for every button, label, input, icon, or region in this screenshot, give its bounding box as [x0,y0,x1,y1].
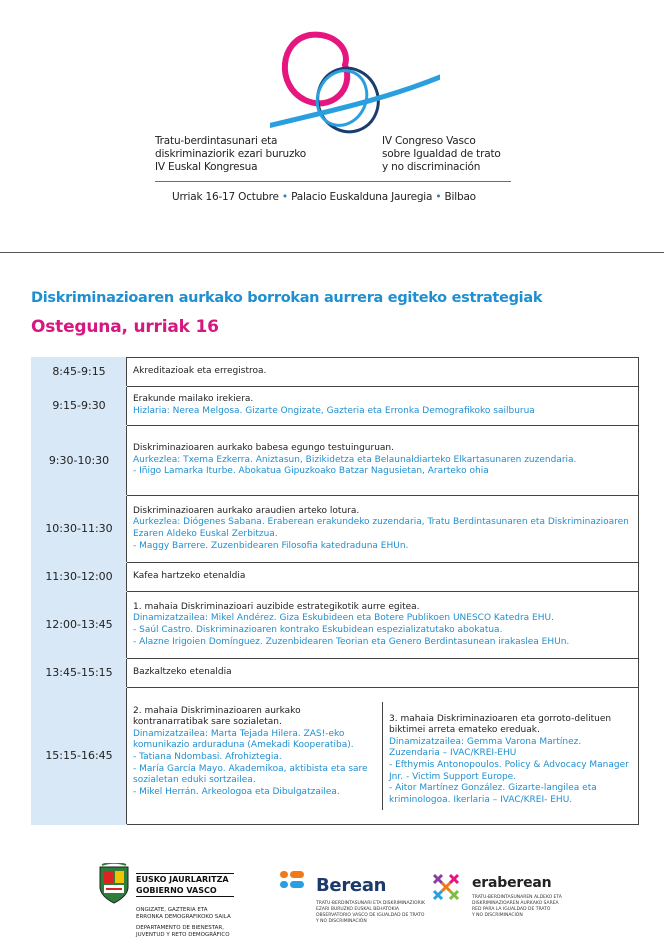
session-detail: - Tatiana Ndombasi. Afrohiztegia. [133,752,282,762]
schedule-table [31,357,639,825]
congress-title-spanish [382,135,501,174]
time-cell: 11:30-12:00 [32,563,127,592]
event-venue: Palacio Euskalduna Jauregia [291,191,433,203]
berean-sub-line: TRATU-BERDINTASUNARI ETA DISKRIMINAZIORIK [316,901,425,906]
footer-logos [0,855,664,938]
berean-subtitle [316,901,446,925]
session-detail: - Efthymis Antonopoulos. Policy & Advocacy Manager Jnr. - Victim Support Europe. [389,760,629,782]
title-line: IV Congreso Vasco [382,135,476,147]
session-title: Kafea hartzeko etenaldia [133,571,246,582]
session-cell [127,387,639,426]
table-row [32,496,639,563]
table-row [32,563,639,592]
header-rule [155,181,511,182]
table-row [32,688,639,825]
session-detail: Hizlaria: Nerea Melgosa. Gizarte Ongizate, Gazteria eta Erronka Demografikoko sailburua [133,406,535,416]
session-detail: Dinamizatzailea: Gemma Varona Martínez. Zuzendaria – IVAC/KREI-EHU [389,736,582,759]
table-row [32,659,639,688]
split-sessions [127,702,638,811]
session-title: 2. mahaia Diskriminazioaren aurkako kontranarratibak sare sozialetan. [133,705,301,728]
time-cell: 12:00-13:45 [32,592,127,659]
ej-sub-line: ERRONKA DEMOGRAFIKOKO SAILA [136,914,231,920]
berean-wordmark: Berean [316,875,387,896]
event-city: Bilbao [444,191,476,203]
split-session-cell [127,688,639,825]
session-title: Erakunde mailako irekiera. [133,394,254,405]
session-title: Bazkaltzeko etenaldia [133,667,232,678]
session-detail: - María García Mayo. Akademikoa, aktibista eta sare sozialetan eduki sortzailea. [133,763,368,786]
ej-sub-line: ONGIZATE, GAZTERIA ETA [136,907,208,913]
time-cell: 15:15-16:45 [32,688,127,825]
session-detail: Dinamizatzailea: Marta Tejada Hilera. ZAS!-eko komunikazio arduraduna (Amekadi Kooperatiba). [133,728,354,751]
ej-department-spanish [136,925,276,939]
panel-3 [383,702,639,811]
time-cell: 9:15-9:30 [32,387,127,426]
session-detail: - Mikel Herrán. Arkeologoa eta Dibulgatzailea. [133,786,340,797]
separator-dot: • [281,191,292,203]
eraberean-mark-icon [428,869,468,909]
era-sub-line: RED PARA LA IGUALDAD DE TRATO [472,907,551,912]
berean-sub-line: OBSERVATORIO VASCO DE IGUALDAD DE TRATO [316,913,425,918]
title-line: diskriminaziorik ezari buruzko [155,148,307,160]
title-line: y no discriminación [382,161,481,173]
session-detail: - Alazne Irigoien Domínguez. Zuzenbidearen Teorian eta Genero Berdintasunean irakaslea EHUn. [133,636,570,647]
congress-logo-icon [270,30,440,145]
session-detail: - Saúl Castro. Diskriminazioaren kontrako Eskubidean espezializatutako abokatua. [133,625,503,635]
session-detail: - Maggy Barrere. Zuzenbidearen Filosofia katedraduna EHUn. [133,540,409,551]
session-detail: Dinamizatzailea: Mikel Andérez. Giza Eskubideen eta Botere Publikoen UNESCO Katedra EHU. [133,613,554,624]
time-cell: 8:45-9:15 [32,358,127,387]
table-row [32,592,639,659]
session-detail: - Aitor Martínez González. Gizarte-langilea eta kriminologoa. Ikerlaria – IVAC/KREI- EHU. [389,783,597,805]
session-cell [127,426,639,496]
coat-of-arms-icon [96,863,132,905]
session-title: Diskriminazioaren aurkako babesa egungo testuinguruan. [133,443,394,454]
berean-mark-icon [278,861,314,893]
ej-name-line: GOBIERNO VASCO [136,886,217,895]
time-cell: 13:45-15:15 [32,659,127,688]
title-line: IV Euskal Kongresua [155,161,258,173]
program-title: Diskriminazioaren aurkako borrokan aurrera egiteko estrategiak [31,290,543,306]
session-title: 1. mahaia Diskriminazioari auzibide estrategikotik aurre egitea. [133,601,420,612]
time-cell: 9:30-10:30 [32,426,127,496]
panel-2 [127,702,383,811]
title-line: Tratu-berdintasunari eta [155,135,278,147]
ej-sub-line: DEPARTAMENTO DE BIENESTAR, [136,925,224,931]
eraberean-wordmark: eraberean [472,875,552,891]
table-row [32,358,639,387]
session-detail: - Iñigo Lamarka Iturbe. Abokatua Gipuzkoako Batzar Nagusietan, Arartekо ohia [133,466,489,477]
session-cell [127,358,639,387]
session-cell [127,496,639,563]
session-detail: Aurkezlea: Diógenes Sabana. Eraberean erakundeko zuzendaria, Tratu Berdintasunaren eta Diskriminazioaren Ezaren Aldeko Euskal Zerbitzua. [133,517,629,539]
session-title: Akreditazioak eta erregistroa. [133,366,267,377]
berean-sub-line: EZARI BURUZKO EUSKAL BEHATOKIA [316,907,399,912]
ej-name-line: EUSKO JAURLARITZA [136,875,229,884]
session-cell [127,659,639,688]
session-title: Diskriminazioaren aurkako araudien arteko lotura. [133,505,360,516]
event-date-location [172,191,476,203]
time-cell: 10:30-11:30 [32,496,127,563]
ej-name [136,873,234,897]
congress-title-basque [155,135,306,174]
table-row [32,426,639,496]
eraberean-subtitle [472,895,602,919]
session-detail: Aurkezlea: Txema Ezkerra. Aniztasun, Bizikidetza eta Belaunaldiarteko Elkartasunaren zuzendaria. [133,454,577,465]
era-sub-line: Y NO DISCRIMINACIÓN [472,913,523,918]
berean-sub-line: Y NO DISCRIMINACIÓN [316,919,367,924]
ej-department-basque [136,907,276,921]
session-cell [127,592,639,659]
ej-sub-line: JUVENTUD Y RETO DEMOGRÁFICO [136,932,230,938]
separator-dot: • [435,191,445,203]
era-sub-line: TRATU-BERDINTASUNAREN ALDEKO ETA [472,895,562,900]
table-row [32,387,639,426]
title-line: sobre Igualdad de trato [382,148,501,160]
page-divider [0,252,664,253]
era-sub-line: DISKRIMINAZIOAREN AURKAKO SAREA [472,901,559,906]
event-dates: Urriak 16-17 Octubre [172,191,279,203]
session-title: 3. mahaia Diskriminazioaren eta gorroto-delituen biktimei arreta emateko ereduak. [389,713,612,736]
session-cell [127,563,639,592]
program-day: Osteguna, urriak 16 [31,317,219,337]
